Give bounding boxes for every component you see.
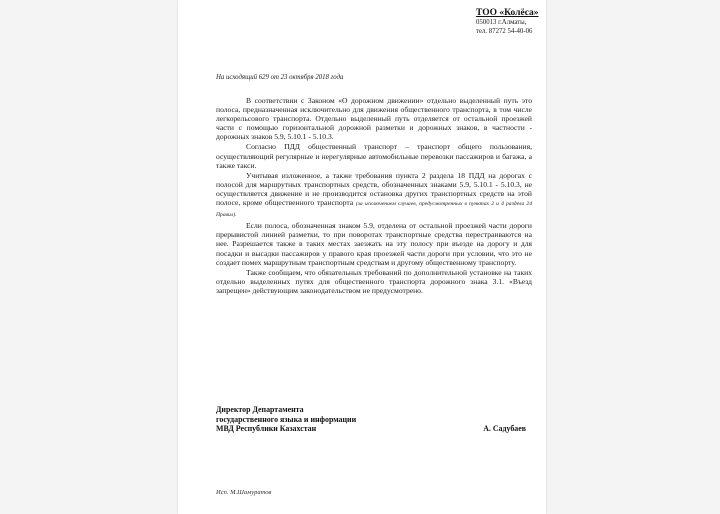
recipient-address: 050013 г.Алматы,: [476, 19, 527, 26]
signature-block: [216, 405, 532, 434]
body-paragraph: Также сообщаем, что обязательных требований по дополнительной установке на таких отдельно выделенных путях для общественного транспорта дорожного знака 3.1. «Въезд запрещен» действующим законодательством не предусмотрено.: [216, 267, 532, 295]
executor-note: Исп. М.Шамуратов: [216, 489, 272, 496]
paragraph-text: Учитывая изложенное, а также требования пункта 2 раздела 18 ПДД на дорогах с полосой для маршрутных транспортных средств, обозначенных знаками 5.9, 5.10.1 - 5.10.3, не осуществляется движение и не производится остановка других транспортных средств на этой полосе, кроме общественного транспорта: [216, 170, 532, 208]
body-paragraph: Согласно ПДД общественный транспорт – транспорт общего пользования, осуществляющий регулярные и нерегулярные автомобильные перевозки пассажиров и багажа, а также такси.: [216, 142, 532, 170]
signer-title-line: Директор Департамента: [216, 405, 304, 414]
recipient-phone: тел. 87272 54-40-06: [476, 27, 533, 35]
body-paragraph: [216, 171, 532, 220]
outgoing-reference: На исходящий 629 от 23 октября 2018 года: [216, 74, 344, 81]
recipient-block: [476, 8, 540, 36]
signer-name: А. Садубаев: [483, 424, 526, 434]
body-paragraph: В соответствии с Законом «О дорожном движении» отдельно выделенный путь это полоса, предназначенная исключительно для движения общественного транспорта, в том числе легкорельсового транспорта. Отдельно выделенный путь отделяется от остальной проезжей части с помощью горизонтальной дорожной разметки и дорожных знаков, в частности - дорожных знаков 5.9, 5.10.1 - 5.10.3.: [216, 96, 532, 142]
signer-title-line: государственного языка и информации: [216, 414, 357, 424]
recipient-name: ТОО «Колёса»: [476, 8, 539, 18]
paragraph-note: (за исключением случаев, предусмотренных в пунктах 2 и 4 раздела 24 Правил).: [216, 201, 532, 219]
body-paragraph: Если полоса, обозначенная знаком 5.9, отделена от остальной проезжей части дороги прерывистой линией разметки, то при поворотах транспортные средства перестраиваются на нее. Разрешается также в таких местах заезжать на эту полосу при въезде на дорогу и для посадки и высадки пассажиров у правого края проезжей части дороги при условии, что это не создает помех маршрутным транспортным средствам и другому общественному транспорту.: [216, 221, 532, 267]
letter-body: [216, 96, 532, 296]
signer-title-line: МВД Республики Казахстан: [216, 424, 317, 434]
letter-page: [178, 0, 546, 514]
